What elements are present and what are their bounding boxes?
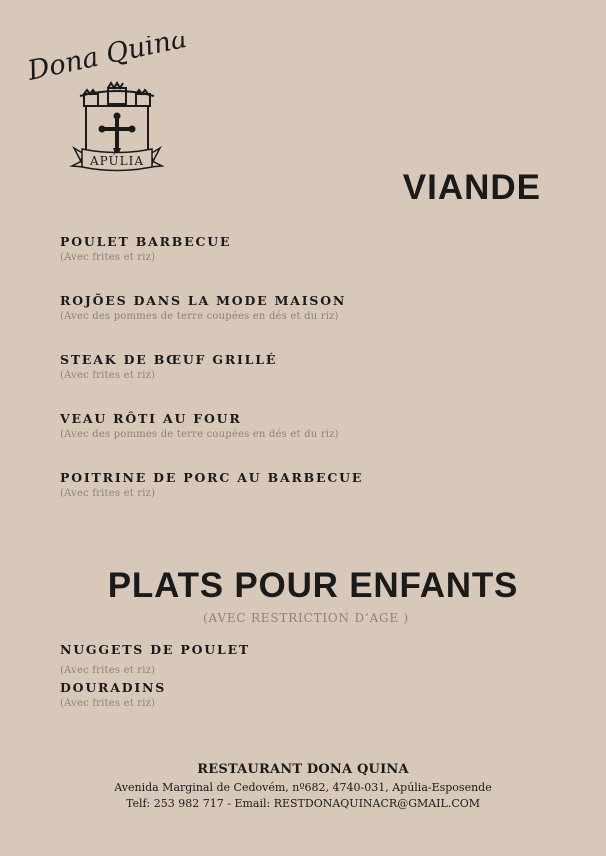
menu-item bbox=[60, 411, 560, 470]
menu-item-name: POULET BARBECUE bbox=[60, 234, 232, 249]
logo-brand-text: Dona Quina bbox=[25, 36, 190, 87]
section-title-viande: VIANDE bbox=[402, 168, 541, 207]
menu-item-description: (Avec frites et riz) bbox=[60, 252, 156, 263]
menu-item-description: (Avec frites et riz) bbox=[60, 488, 156, 499]
restaurant-logo bbox=[22, 36, 217, 176]
castle-cross-emblem bbox=[22, 36, 217, 176]
menu-item-name: VEAU RÔTI AU FOUR bbox=[60, 411, 242, 426]
footer-contact: Telf: 253 982 717 - Email: RESTDONAQUINACR@GMAIL.COM bbox=[125, 797, 481, 810]
menu-item bbox=[60, 680, 460, 711]
menu-item-name: DOURADINS bbox=[60, 680, 167, 695]
menu-item-description: (Avec des pommes de terre coupées en dés et du riz) bbox=[60, 429, 339, 440]
menu-item bbox=[60, 234, 560, 293]
menu-item-description: (Avec frites et riz) bbox=[60, 370, 156, 381]
menu-item-description: (Avec frites et riz) bbox=[60, 665, 156, 676]
menu-item-description: (Avec frites et riz) bbox=[60, 698, 156, 709]
section-subtitle-enfants: (AVEC RESTRICTION D’AGE ) bbox=[203, 611, 409, 625]
menu-item-name: STEAK DE BŒUF GRILLÉ bbox=[60, 352, 278, 367]
menu-item bbox=[60, 352, 560, 411]
section-title-enfants: PLATS POUR ENFANTS bbox=[107, 566, 519, 605]
menu-item-name: ROJÕES DANS LA MODE MAISON bbox=[60, 293, 347, 308]
enfants-menu-list bbox=[60, 642, 460, 711]
menu-item-name: NUGGETS DE POULET bbox=[60, 642, 251, 657]
footer-restaurant-name: RESTAURANT DONA QUINA bbox=[197, 762, 409, 777]
logo-place-text: APÚLIA bbox=[89, 154, 145, 168]
viande-menu-list bbox=[60, 234, 560, 529]
menu-item-name: POITRINE DE PORC AU BARBECUE bbox=[60, 470, 364, 485]
restaurant-footer bbox=[0, 760, 606, 812]
footer-address: Avenida Marginal de Cedovém, nº682, 4740-031, Apúlia-Esposende bbox=[114, 781, 492, 794]
menu-item-description: (Avec des pommes de terre coupées en dés et du riz) bbox=[60, 311, 339, 322]
menu-item bbox=[60, 470, 560, 529]
menu-item bbox=[60, 642, 460, 678]
menu-item bbox=[60, 293, 560, 352]
